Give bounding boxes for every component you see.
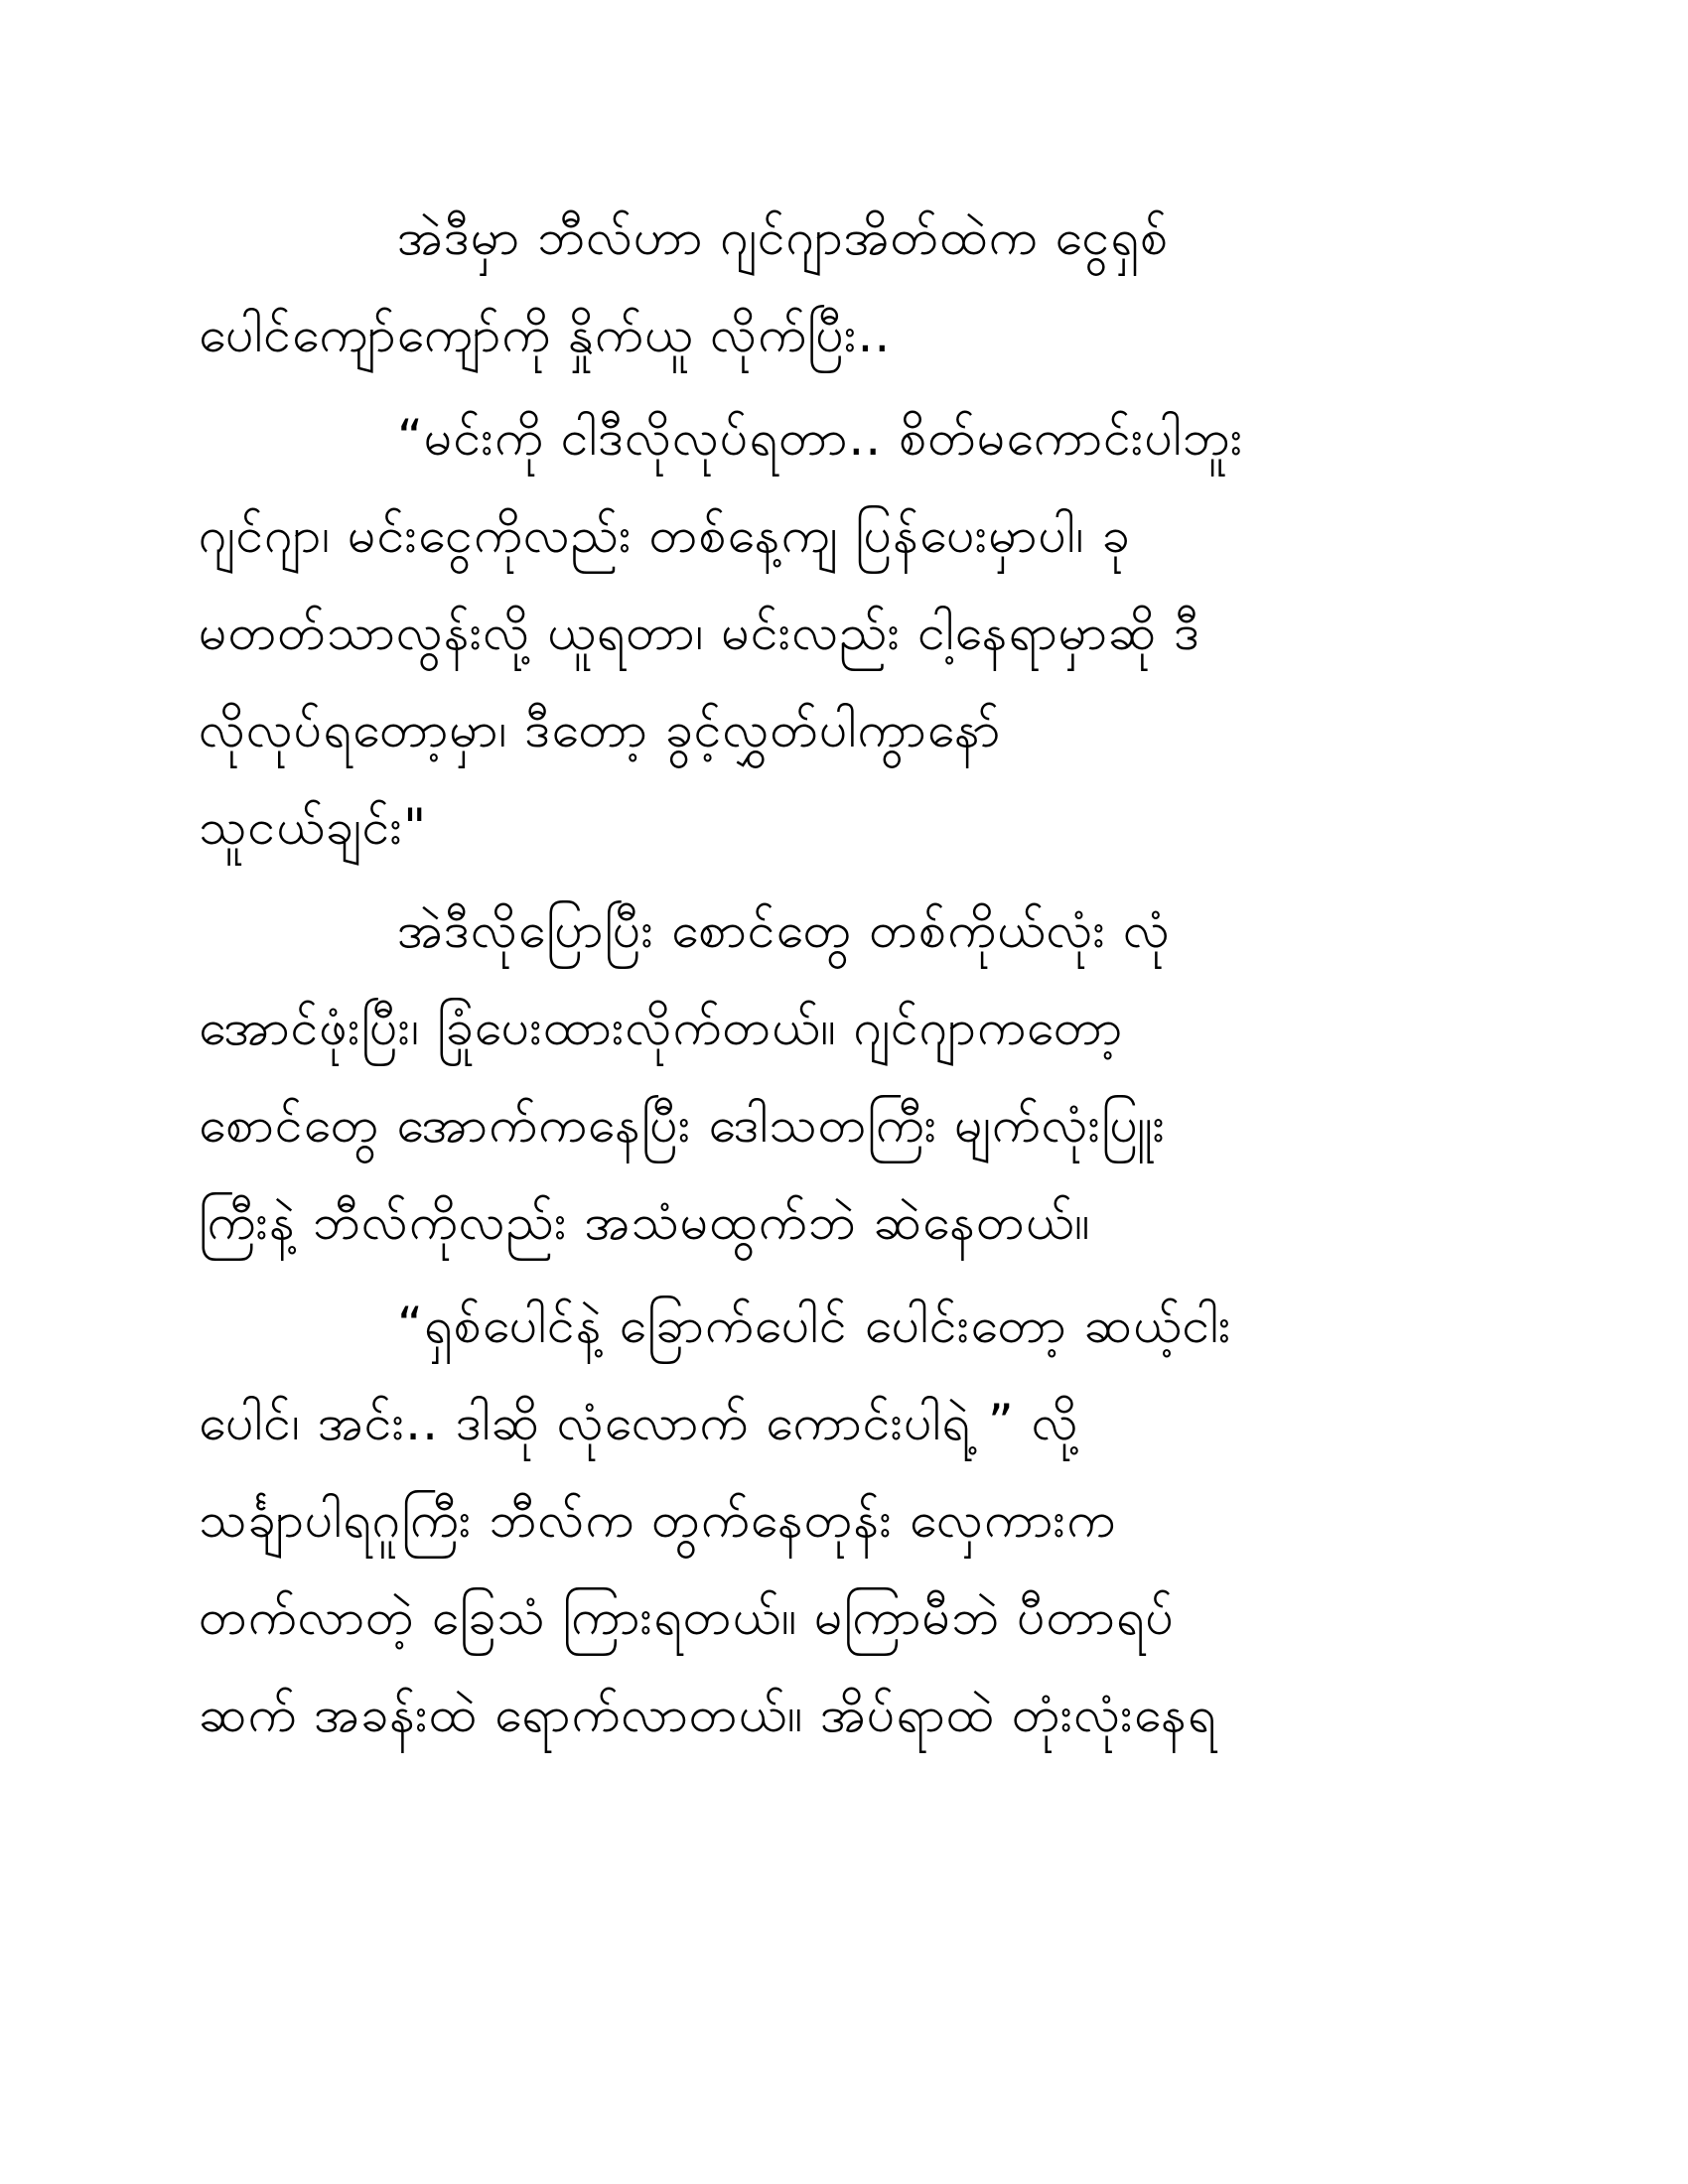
text-line: ပေါင်၊ အင်း.. ဒါဆို လုံလောက် ကောင်းပါရဲ့ ” လို့ [199,1394,1079,1451]
paragraph-1 [199,189,1489,383]
text-line: “ရှစ်ပေါင်နဲ့ ခြောက်ပေါင် ပေါင်းတော့ ဆယ့်ငါး [397,1297,1232,1354]
text-line: စောင်တွေ အောက်ကနေပြီး ဒေါသတကြီး မျက်လုံးပြူး [199,1096,1167,1154]
paragraph-3 [199,882,1489,1271]
text-line: သူငယ်ချင်း" [199,798,428,856]
text-line: ပေါင်ကျော်ကျော်ကို နှိုက်ယူ လိုက်ပြီး.. [199,306,892,363]
text-line: ကြီးနဲ့ ဘီလ်ကိုလည်း အသံမထွက်ဘဲ ဆဲနေတယ်။ [199,1193,1091,1251]
text-line: တက်လာတဲ့ ခြေသံ ကြားရတယ်။ မကြာမီဘဲ ပီတာရပ် [199,1588,1176,1646]
text-line: ဆက် အခန်းထဲ ရောက်လာတယ်။ အိပ်ရာထဲ တုံးလုံးနေရ [199,1686,1217,1743]
text-line: ဂျင်ဂျာ၊ မင်းငွေကိုလည်း တစ်နေ့ကျ ပြန်ပေးမှာပါ၊ ခု [199,506,1131,564]
text-line: သင်္ချာပါရဂူကြီး ဘီလ်က တွက်နေတုန်း လှေကားက [199,1491,1117,1549]
text-line: “မင်းကို ငါဒီလိုလုပ်ရတာ.. စိတ်မကောင်းပါဘူး [397,409,1244,467]
text-line: အောင်ဖုံးပြီး၊ ခြုံပေးထားလိုက်တယ်။ ဂျင်ဂျာကတော့ [199,999,1124,1056]
text-line: အဲဒီလိုပြောပြီး စောင်တွေ တစ်ကိုယ်လုံး လုံ [397,901,1171,959]
text-line: အဲဒီမှာ ဘီလ်ဟာ ဂျင်ဂျာအိတ်ထဲက ငွေရှစ် [397,208,1170,266]
paragraph-4 [199,1277,1489,1763]
body-text [199,189,1489,1763]
text-line: လိုလုပ်ရတော့မှာ၊ ဒီတော့ ခွင့်လွှတ်ပါကွာနော် [199,701,1002,758]
paragraph-2 [199,389,1489,876]
text-line: မတတ်သာလွန်းလို့ ယူရတာ၊ မင်းလည်း ငါ့နေရာမှာဆို ဒီ [199,604,1201,661]
